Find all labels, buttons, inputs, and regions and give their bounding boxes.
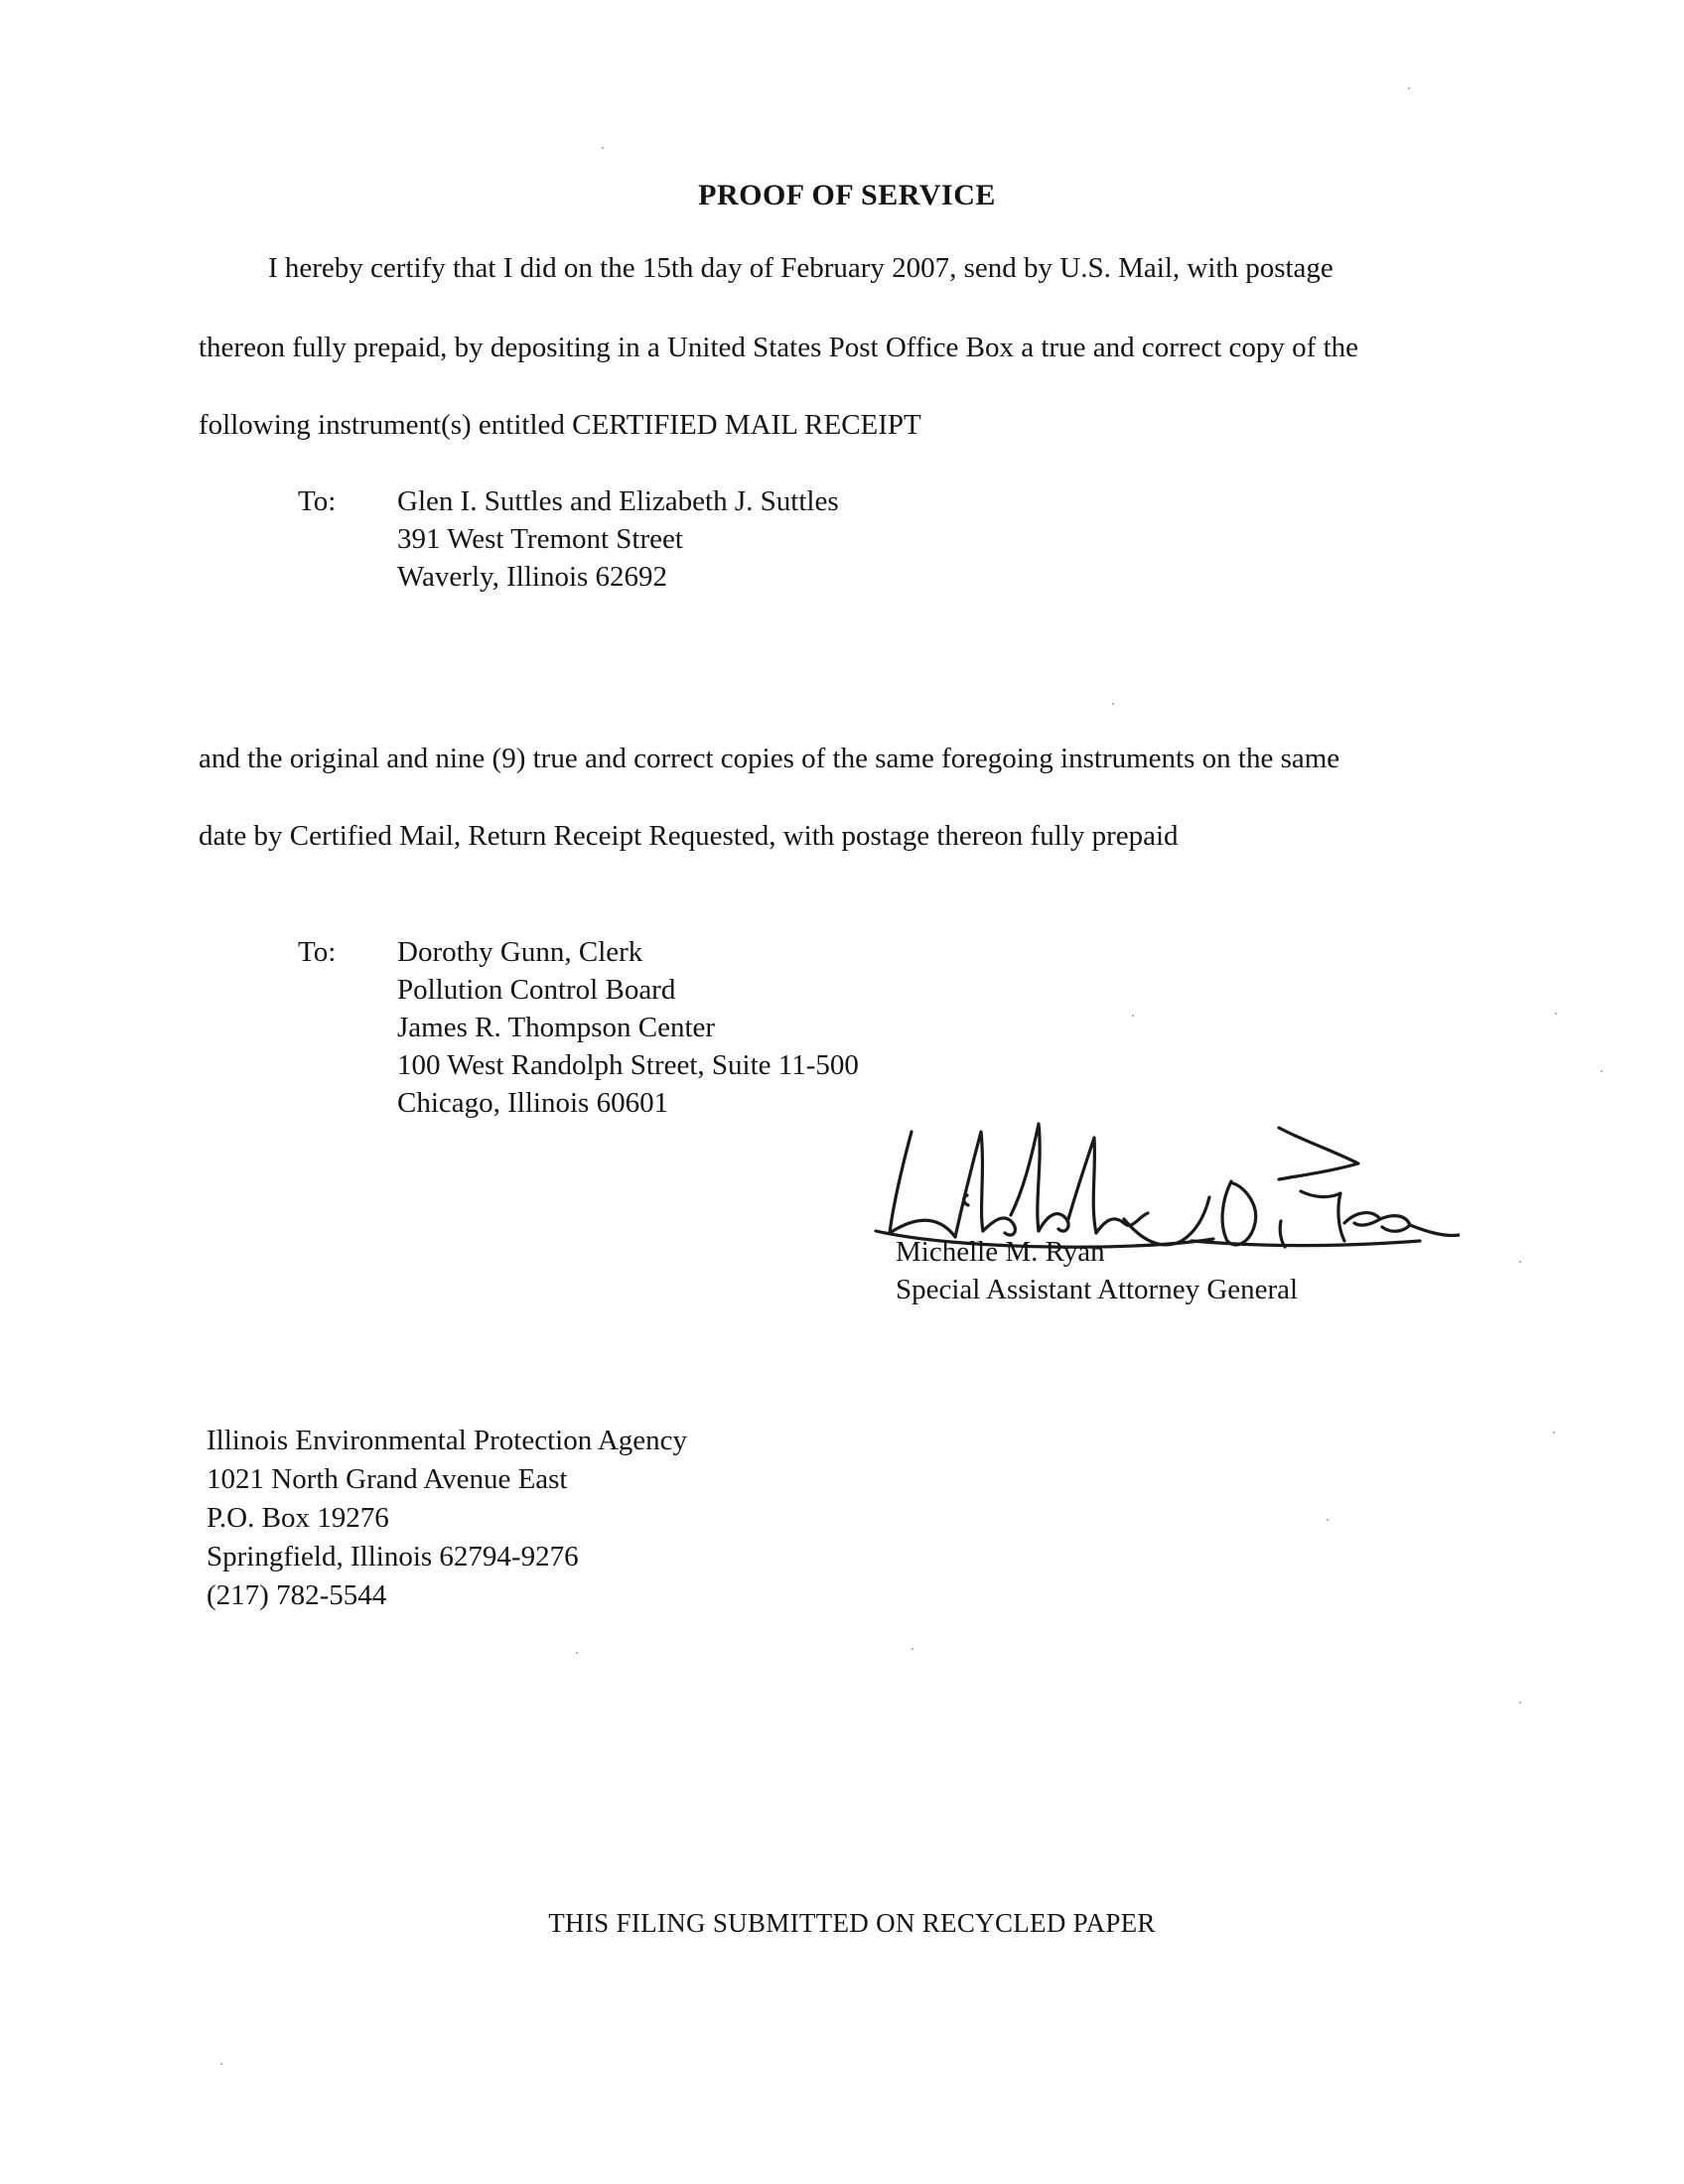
recipient2-line: Chicago, Illinois 60601 xyxy=(397,1087,669,1119)
recipient1-line: Waverly, Illinois 62692 xyxy=(397,561,668,593)
scan-speck xyxy=(602,147,604,149)
recipient1-line: 391 West Tremont Street xyxy=(397,523,683,555)
recipient1-line: Glen I. Suttles and Elizabeth J. Suttles xyxy=(397,485,839,517)
scan-speck xyxy=(1327,1519,1329,1521)
recipient2-to-label: To: xyxy=(298,936,337,968)
scan-speck xyxy=(576,1652,578,1654)
agency-line: (217) 782-5544 xyxy=(207,1579,387,1611)
paragraph2-line2: date by Certified Mail, Return Receipt Requested, with postage thereon fully prepaid xyxy=(199,820,1179,852)
scan-speck xyxy=(1408,87,1410,89)
scan-speck xyxy=(1601,1070,1603,1072)
recipient2-line: Pollution Control Board xyxy=(397,974,676,1006)
agency-line: Illinois Environmental Protection Agency xyxy=(207,1425,688,1456)
recipient2-line: James R. Thompson Center xyxy=(397,1012,716,1043)
scan-speck xyxy=(1519,1702,1521,1704)
recycled-paper-footer: THIS FILING SUBMITTED ON RECYCLED PAPER xyxy=(548,1908,1156,1938)
paragraph1-line3: following instrument(s) entitled CERTIFIED MAIL RECEIPT xyxy=(199,409,921,441)
recipient1-to-label: To: xyxy=(298,485,337,517)
signer-name: Michelle M. Ryan xyxy=(896,1236,1105,1268)
scan-speck xyxy=(1519,1261,1521,1263)
paragraph1-line1: I hereby certify that I did on the 15th day of February 2007, send by U.S. Mail, with postage xyxy=(268,252,1333,284)
scan-speck xyxy=(1112,703,1114,705)
handwritten-signature xyxy=(864,1102,1460,1251)
signer-block xyxy=(896,1233,1298,1308)
signer-title: Special Assistant Attorney General xyxy=(896,1274,1299,1305)
agency-line: Springfield, Illinois 62794-9276 xyxy=(207,1541,579,1572)
scan-speck xyxy=(1553,1432,1555,1433)
agency-line: P.O. Box 19276 xyxy=(207,1502,389,1534)
recipient2-line: 100 West Randolph Street, Suite 11-500 xyxy=(397,1049,859,1081)
agency-line: 1021 North Grand Avenue East xyxy=(207,1463,568,1495)
recipient2-line: Dorothy Gunn, Clerk xyxy=(397,936,643,968)
scan-speck xyxy=(1132,1015,1134,1017)
scan-speck xyxy=(912,1648,913,1650)
page-title: PROOF OF SERVICE xyxy=(698,179,996,211)
paragraph2-line1: and the original and nine (9) true and correct copies of the same foregoing instruments on the same xyxy=(199,743,1340,774)
paragraph1-line2: thereon fully prepaid, by depositing in a United States Post Office Box a true and correct copy of the xyxy=(199,332,1359,363)
agency-address-block xyxy=(207,1422,687,1615)
scan-speck xyxy=(220,2063,222,2065)
scan-speck xyxy=(1555,1013,1557,1015)
